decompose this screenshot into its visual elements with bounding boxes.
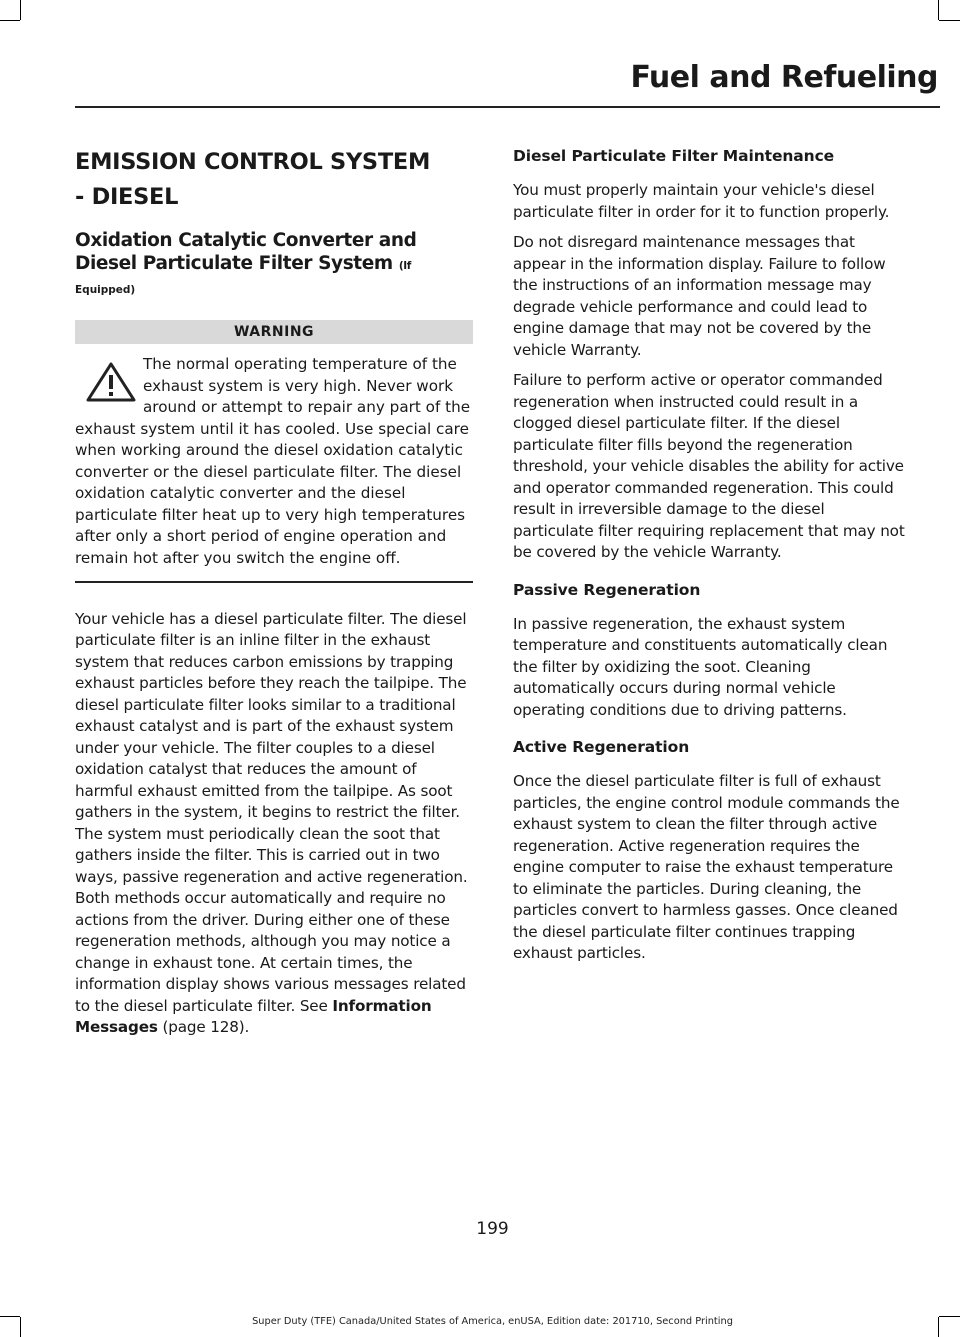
- crop-mark: [20, 0, 21, 20]
- subsection-title: [75, 229, 473, 278]
- body-text: Your vehicle has a diesel particulate filter. The diesel particulate filter is an inline filter in the exhaust system that reduces carbon emissions by trapping exhaust particles before they reach the tailpipe. The diesel particulate filter looks similar to a traditional exhaust catalyst and is part of the exhaust system under your vehicle. The filter couples to a diesel oxidation catalyst that reduces the amount of harmful exhaust emitted from the tailpipe. As soot gathers in the system, it begins to restrict the filter. The system must periodically clean the soot that gathers inside the filter. This is carried out in two ways, passive regeneration and active regeneration. Both methods occur automatically and require no actions from the driver. During either one of these regeneration methods, although you may notice a change in exhaust tone. At certain times, the information display shows various messages related to the diesel particulate filter. See: [75, 609, 468, 1015]
- warning-triangle-icon: [85, 360, 137, 404]
- information-messages-link[interactable]: Information Messages: [75, 996, 432, 1036]
- page-footer: Super Duty (TFE) Canada/United States of America, enUSA, Edition date: 201710, Second Printing: [252, 1316, 733, 1327]
- heading-dpf-maintenance: Diesel Particulate Filter Maintenance: [513, 147, 835, 165]
- subsection-title-small: (If: [398, 260, 411, 272]
- paragraph-maintain: You must properly maintain your vehicle's diesel particulate filter in order for it to function properly.: [513, 181, 890, 221]
- paragraph-regeneration-failure: Failure to perform active or operator commanded regeneration when instructed could result in a clogged diesel particulate filter. If the diesel particulate filter fills beyond the regeneration threshold, your vehicle disables the ability for active and operator commanded regeneration. This could result in irreversible damage to the diesel particulate filter requiring replacement that may not be covered by the vehicle Warranty.: [513, 371, 905, 561]
- page-number: 199: [476, 1219, 509, 1239]
- crop-mark: [938, 0, 939, 20]
- heading-active-regeneration: Active Regeneration: [513, 738, 690, 756]
- paragraph-passive: In passive regeneration, the exhaust system temperature and constituents automatically clean the filter by oxidizing the soot. Cleaning automatically occurs during normal vehicle operating conditions due to driving patterns.: [513, 614, 888, 719]
- page-header-title: Fuel and Refueling: [630, 60, 938, 95]
- paragraph-messages: Do not disregard maintenance messages that appear in the information display. Failure to follow the instructions of an information message may degrade vehicle performance and could lead to engine damage that may not be covered by the vehicle Warranty.: [513, 233, 886, 359]
- section-title-line2: - DIESEL: [75, 184, 179, 210]
- warning-text: The normal operating temperature of the exhaust system is very high. Never work around or attempt to repair any part of the exhaust system until it has cooled. Use special care when working around the diesel oxidation catalytic converter or the diesel particulate filter. The diesel oxidation catalytic converter and the diesel particulate filter heat up to very high temperatures after only a short period of engine operation and remain hot after you switch the engine off.: [75, 355, 471, 567]
- section-title: [75, 145, 473, 215]
- crop-mark: [939, 20, 960, 21]
- body-paragraph: [75, 609, 473, 1039]
- equipped-note: Equipped): [75, 284, 136, 296]
- crop-mark: [0, 20, 20, 21]
- warning-heading: WARNING: [75, 320, 473, 344]
- section-title-line1: EMISSION CONTROL SYSTEM: [75, 149, 431, 175]
- right-column: [513, 145, 908, 974]
- header-divider: [75, 106, 940, 108]
- page-reference: (page 128).: [162, 1018, 250, 1036]
- warning-box: [75, 354, 473, 569]
- subsection-title-text: Oxidation Catalytic Converter and Diesel Particulate Filter System: [75, 230, 417, 274]
- paragraph-active: Once the diesel particulate filter is full of exhaust particles, the engine control module commands the exhaust system to clean the filter through active regeneration. Active regeneration requires the engine computer to raise the exhaust temperature to eliminate the particles. During cleaning, the particles convert to harmless gasses. Once cleaned the diesel particulate filter continues trapping exhaust particles.: [513, 772, 900, 962]
- heading-passive-regeneration: Passive Regeneration: [513, 580, 701, 599]
- warning-divider: [75, 581, 473, 583]
- left-column: [75, 145, 473, 1039]
